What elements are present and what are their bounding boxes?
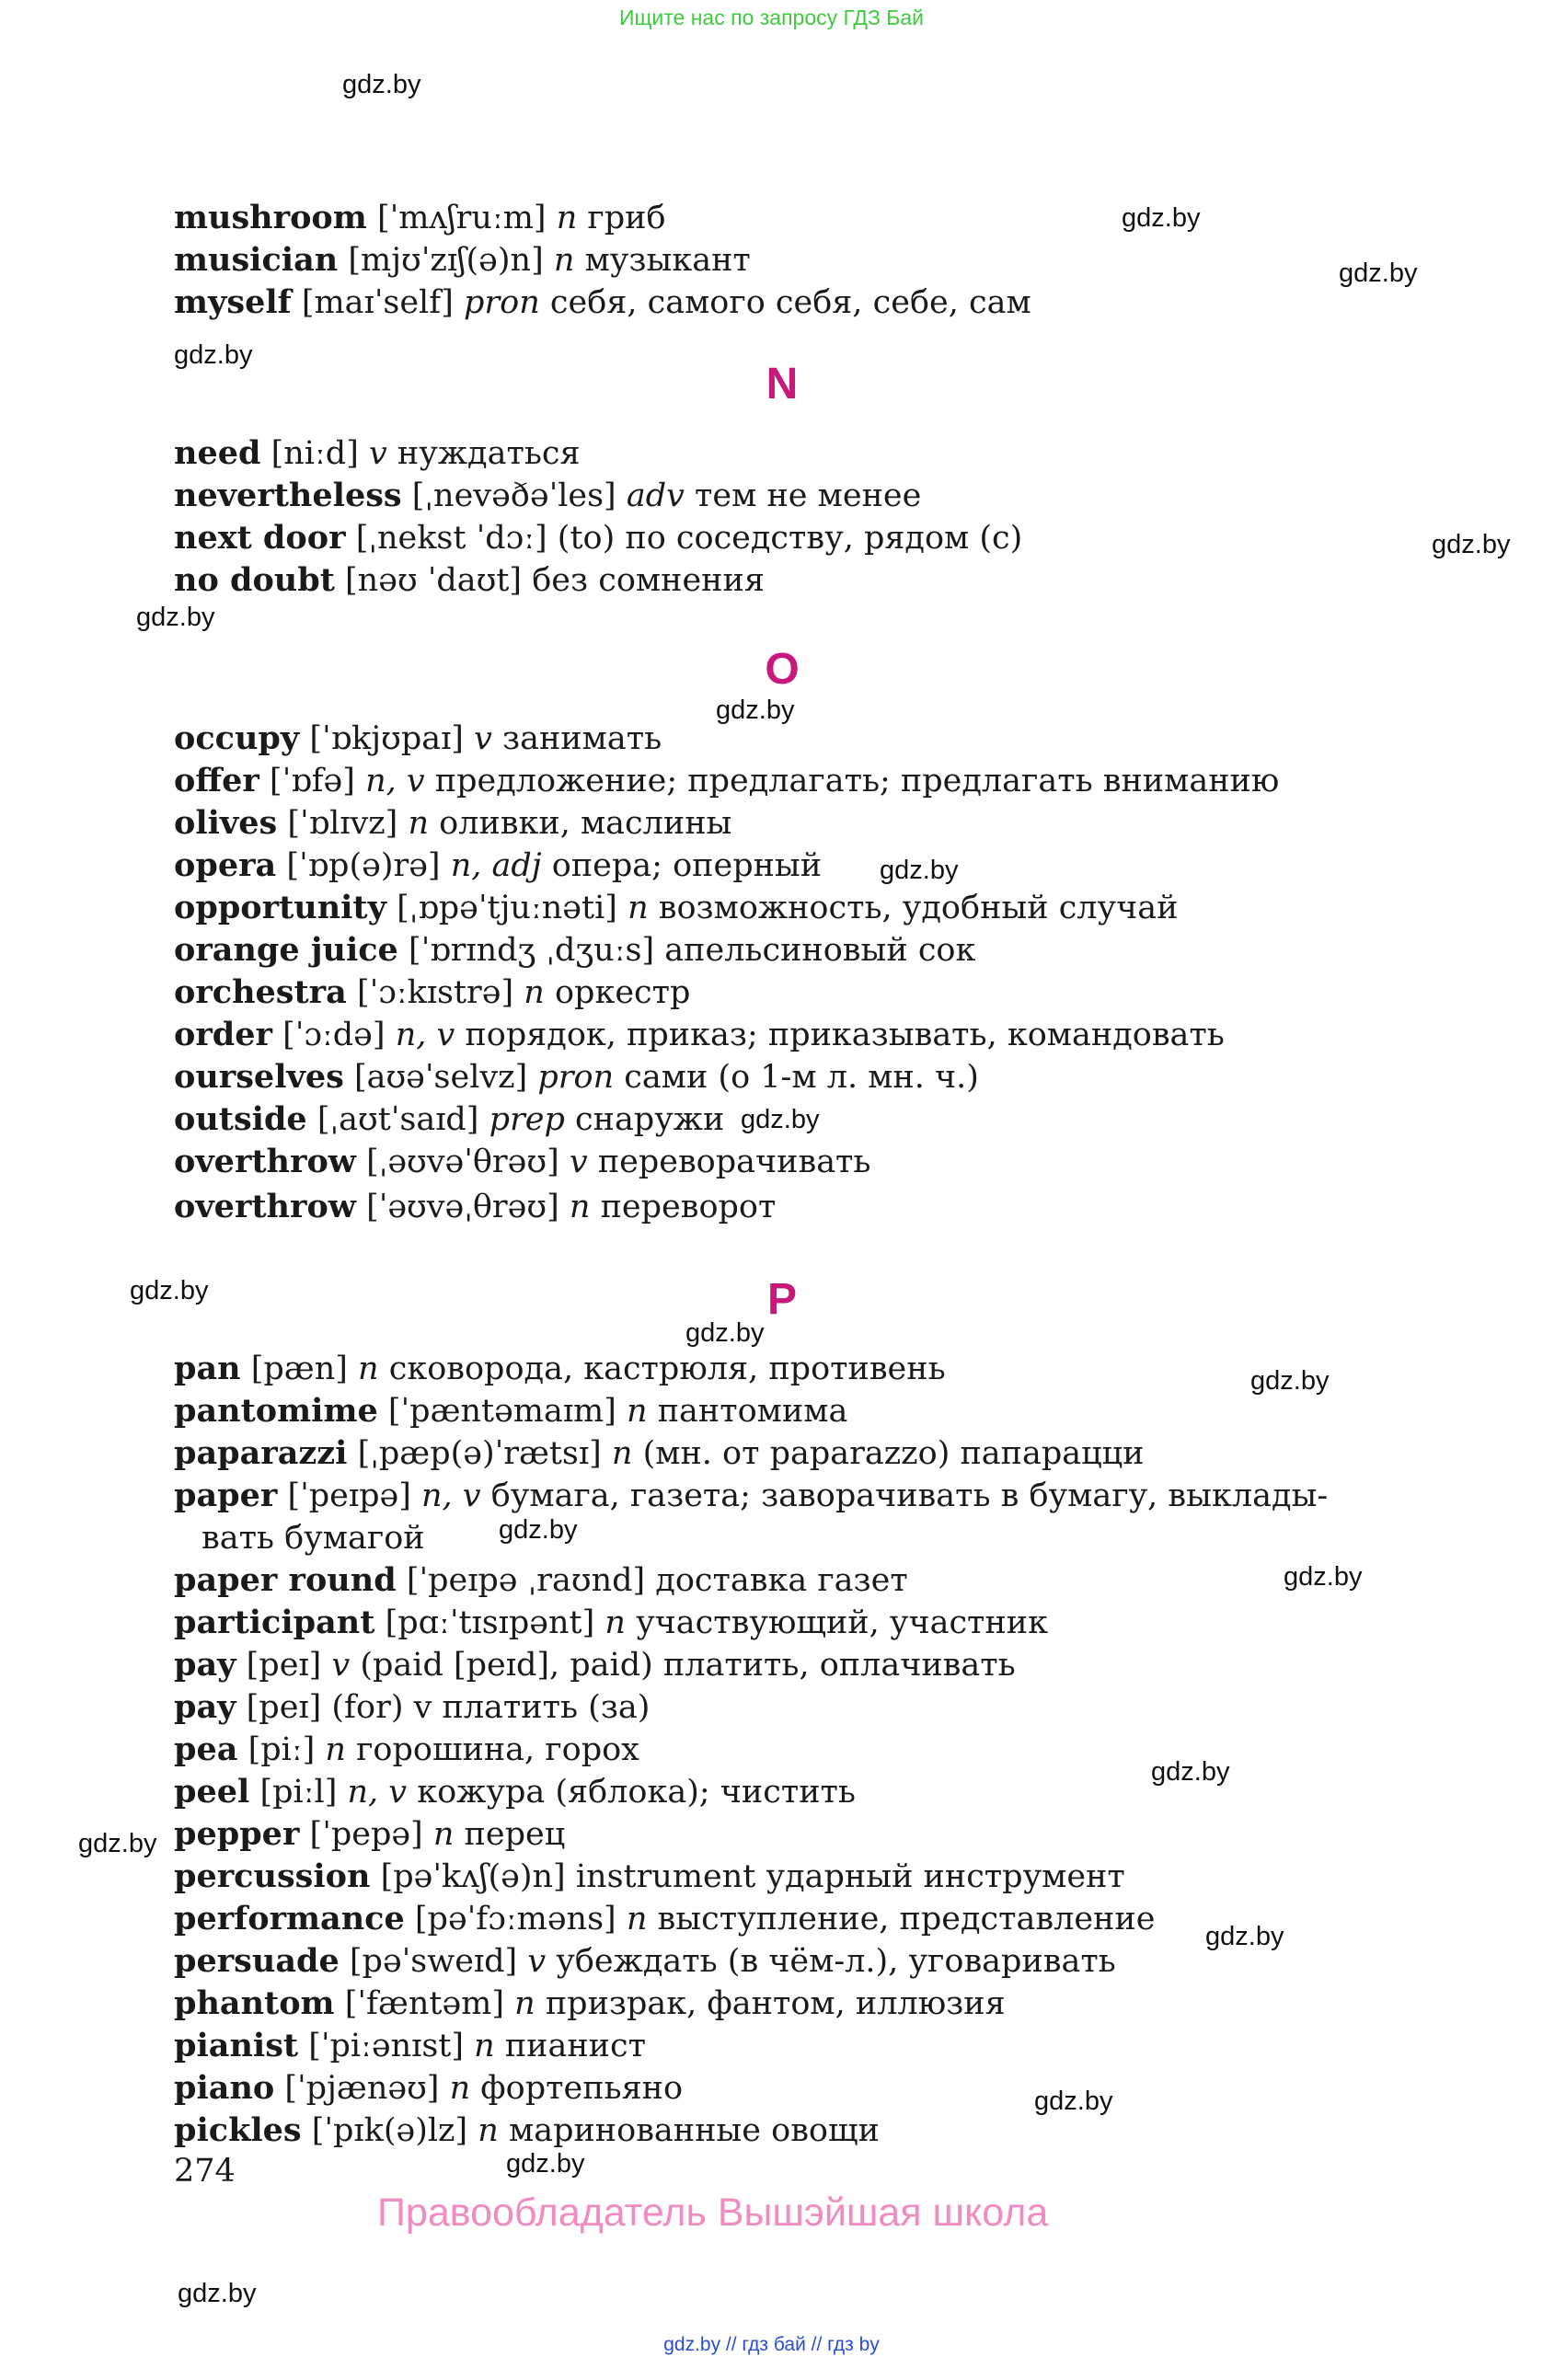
definition: оркестр [554, 974, 691, 1011]
part-of-speech: n [358, 1351, 379, 1387]
transcription: [pæn] [250, 1351, 348, 1387]
part-of-speech: n [605, 1604, 626, 1641]
watermark: gdz.by [1339, 259, 1418, 288]
transcription: [ˈɒp(ə)rə] [286, 847, 441, 884]
transcription: [ˌaʊtˈsaɪd] [317, 1101, 479, 1138]
headword: overthrow [174, 1188, 356, 1225]
part-of-speech: n [524, 974, 545, 1011]
part-of-speech: n [626, 1901, 648, 1937]
watermark: gdz.by [1151, 1757, 1230, 1787]
transcription: [peɪ] [246, 1647, 322, 1684]
transcription: [ˈpjænəʊ] [284, 2070, 440, 2107]
dictionary-entry [174, 1056, 1462, 1098]
dictionary-entry [174, 517, 1462, 559]
headword: myself [174, 283, 292, 321]
part-of-speech: n, v [365, 763, 425, 799]
headword: paper [174, 1477, 278, 1514]
dictionary-entry [174, 239, 1462, 282]
watermark: gdz.by [499, 1515, 578, 1545]
transcription: [ˈpɪk(ə)lz] [311, 2112, 468, 2149]
dictionary-entry [174, 1475, 1462, 1517]
headword: orange juice [174, 931, 398, 969]
part-of-speech: n [611, 1435, 633, 1472]
headword: pickles [174, 2111, 302, 2149]
part-of-speech: n [449, 2070, 471, 2107]
definition: пантомима [657, 1393, 848, 1430]
watermark: gdz.by [506, 2149, 585, 2179]
watermark: gdz.by [1122, 203, 1201, 233]
dictionary-entry [174, 1644, 1462, 1686]
headword: overthrow [174, 1143, 356, 1180]
part-of-speech: n, v [347, 1774, 408, 1811]
part-of-speech: n [514, 1985, 535, 2022]
definition: оливки, маслины [439, 805, 732, 842]
definition: маринованные овощи [508, 2112, 880, 2149]
definition: пианист [504, 2028, 646, 2064]
watermark: gdz.by [174, 340, 253, 370]
definition: порядок, приказ; приказывать, командовать [465, 1017, 1225, 1053]
definition: тем не менее [695, 477, 922, 514]
headword: pan [174, 1350, 241, 1387]
dictionary-entry [174, 1898, 1462, 1940]
headword: pea [174, 1730, 238, 1768]
transcription: [niːd] [271, 435, 359, 472]
part-of-speech: n, adj [450, 847, 542, 884]
headword: pepper [174, 1815, 300, 1853]
dictionary-entry [174, 845, 1462, 887]
watermark: gdz.by [1205, 1922, 1284, 1951]
definition: перец [464, 1816, 566, 1853]
definition: instrument ударный инструмент [575, 1858, 1125, 1895]
part-of-speech: pron [537, 1059, 615, 1096]
dictionary-entry [174, 2025, 1462, 2067]
definition: опера; оперный [551, 847, 823, 884]
definition: фортепьяно [480, 2070, 684, 2107]
transcription: [pəˈfɔːməns] [414, 1901, 616, 1937]
dictionary-entry [174, 559, 1462, 602]
transcription: [nəʊ ˈdaʊt] [345, 562, 523, 599]
definition: участвующий, участник [636, 1604, 1048, 1641]
transcription: [ˈpepə] [309, 1816, 423, 1853]
part-of-speech: n [432, 1816, 455, 1853]
part-of-speech: prep [489, 1101, 565, 1138]
definition: апельсиновый сок [664, 932, 976, 969]
part-of-speech: n, v [421, 1477, 481, 1514]
dictionary-entry [174, 1729, 1462, 1771]
transcription: [ˈpeɪpə ˌraʊnd] [406, 1562, 646, 1599]
dictionary-entry-continuation [202, 1517, 1490, 1559]
transcription: [ˈpiːənɪst] [308, 2028, 464, 2064]
watermark: gdz.by [1250, 1366, 1330, 1396]
watermark: gdz.by [78, 1829, 157, 1858]
transcription: [ˌəʊvəˈθrəʊ] [366, 1144, 559, 1180]
transcription: [pəˈsweɪd] [349, 1943, 518, 1980]
headword: peel [174, 1773, 250, 1811]
dictionary-entry [174, 2110, 1462, 2152]
headword: pay [174, 1688, 236, 1726]
dictionary-entry [174, 887, 1462, 929]
watermark: gdz.by [716, 696, 795, 725]
part-of-speech: n [478, 2112, 499, 2149]
definition: кожура (яблока); чистить [417, 1774, 856, 1811]
copyright-notice: Правообладатель Вышэйшая школа [377, 2190, 1049, 2235]
watermark: gdz.by [130, 1276, 209, 1305]
dictionary-entry [174, 475, 1462, 517]
watermark: gdz.by [1432, 530, 1511, 559]
headword: next door [174, 519, 346, 557]
dictionary-entry [174, 1432, 1462, 1475]
headword: phantom [174, 1984, 335, 2022]
headword: opera [174, 846, 277, 884]
transcription: [ˌɒpəˈtjuːnəti] [397, 890, 617, 926]
watermark: gdz.by [1284, 1562, 1363, 1592]
headword: piano [174, 2069, 275, 2107]
transcription: [peɪ] [246, 1689, 322, 1726]
headword: no doubt [174, 561, 335, 599]
dictionary-entry [174, 760, 1462, 802]
transcription: [ˈɔːdə] [282, 1017, 386, 1053]
transcription: [mjʊˈzɪʃ(ə)n] [348, 242, 544, 279]
dictionary-entry [174, 972, 1462, 1014]
definition: снаружи [575, 1101, 725, 1138]
headword: opportunity [174, 889, 386, 926]
headword: musician [174, 241, 339, 279]
transcription: [pəˈkʌʃ(ə)n] [380, 1858, 566, 1895]
definition: сами (о 1-м л. мн. ч.) [624, 1059, 979, 1096]
section-letter-n: N [766, 360, 799, 408]
definition: нуждаться [397, 435, 581, 472]
watermark: gdz.by [342, 70, 421, 99]
part-of-speech: n [408, 805, 430, 842]
dictionary-entry [174, 1813, 1462, 1856]
dictionary-entry [174, 1348, 1462, 1390]
definition: (to) по соседству, рядом (с) [557, 520, 1023, 557]
headword: pantomime [174, 1392, 378, 1430]
transcription: [ˌnevəðəˈles] [411, 477, 616, 514]
headword: olives [174, 804, 278, 842]
dictionary-entry [174, 282, 1462, 324]
transcription: [ˌpæp(ə)ˈrætsɪ] [357, 1435, 602, 1472]
definition: себя, самого себя, себе, сам [549, 284, 1031, 321]
transcription: [aʊəˈselvz] [353, 1059, 528, 1096]
definition: занимать [502, 720, 662, 757]
section-letter-o: O [765, 645, 800, 694]
headword: occupy [174, 719, 300, 757]
transcription: [ˌnekst ˈdɔː] [355, 520, 547, 557]
dictionary-entry [174, 197, 1462, 239]
watermark: gdz.by [880, 856, 959, 885]
transcription: [ˈɔːkɪstrə] [356, 974, 514, 1011]
dictionary-entry [174, 1940, 1462, 1983]
watermark: gdz.by [136, 603, 215, 632]
part-of-speech: adv [626, 477, 685, 514]
dictionary-entry [174, 1559, 1462, 1602]
footer-links: gdz.by // гдз бай // гдз by [663, 2334, 880, 2355]
definition: сковорода, кастрюля, противень [388, 1351, 946, 1387]
part-of-speech: n [325, 1731, 346, 1768]
part-of-speech: v [474, 720, 492, 757]
dictionary-entry [174, 802, 1462, 845]
section-letter-p: P [766, 1275, 797, 1324]
headword: performance [174, 1900, 405, 1937]
definition: без сомнения [532, 562, 765, 599]
definition: призрак, фантом, иллюзия [545, 1985, 1006, 2022]
dictionary-entry [174, 1771, 1462, 1813]
part-of-speech: n, v [395, 1017, 455, 1053]
dictionary-entry [174, 2067, 1462, 2110]
dictionary-entry [174, 432, 1462, 475]
headword: paparazzi [174, 1434, 348, 1472]
part-of-speech: v [331, 1647, 351, 1684]
headword: participant [174, 1604, 375, 1641]
watermark: gdz.by [685, 1318, 765, 1348]
transcription: [ˈɒfə] [269, 763, 355, 799]
dictionary-entry [174, 929, 1462, 972]
transcription: [ˈmʌʃruːm] [376, 200, 547, 236]
top-banner: Ищите нас по запросу ГДЗ Бай [618, 6, 925, 29]
part-of-speech: v [527, 1943, 547, 1980]
definition: переворот [600, 1189, 777, 1225]
transcription: [piːl] [259, 1774, 338, 1811]
definition: доставка газет [655, 1562, 908, 1599]
definition: горошина, горох [356, 1731, 639, 1768]
definition: вать бумагой [202, 1520, 425, 1557]
part-of-speech: v [369, 435, 387, 472]
part-of-speech: n [553, 242, 575, 279]
definition: гриб [587, 200, 666, 236]
part-of-speech: pron [464, 284, 540, 321]
dictionary-entry [174, 1186, 1462, 1228]
headword: pay [174, 1646, 236, 1684]
part-of-speech: n [474, 2028, 495, 2064]
headword: pianist [174, 2027, 299, 2064]
headword: need [174, 434, 261, 472]
transcription: [ˈfæntəm] [344, 1985, 505, 2022]
transcription: [ˈɒkjʊpaɪ] [309, 720, 464, 757]
part-of-speech: n [569, 1189, 591, 1225]
part-of-speech: n [627, 1393, 648, 1430]
headword: ourselves [174, 1058, 344, 1096]
watermark: gdz.by [178, 2279, 257, 2308]
headword: percussion [174, 1857, 371, 1895]
definition: (paid [peɪd], paid) платить, оплачивать [360, 1647, 1016, 1684]
part-of-speech: n [556, 200, 578, 236]
watermark: gdz.by [1034, 2087, 1113, 2116]
transcription: [piː] [248, 1731, 316, 1768]
headword: offer [174, 762, 259, 799]
transcription: [ˈpeɪpə] [287, 1477, 411, 1514]
dictionary-entry [174, 1390, 1462, 1432]
part-of-speech: n [628, 890, 649, 926]
watermark: gdz.by [741, 1105, 820, 1134]
definition: музыкант [584, 242, 751, 279]
definition: переворачивать [597, 1144, 871, 1180]
definition: предложение; предлагать; предлагать вниманию [434, 763, 1280, 799]
dictionary-entry [174, 1141, 1462, 1183]
definition: выступление, представление [657, 1901, 1156, 1937]
headword: mushroom [174, 199, 367, 236]
headword: outside [174, 1100, 307, 1138]
headword: persuade [174, 1942, 340, 1980]
definition: (for) v платить (за) [331, 1689, 651, 1726]
definition: бумага, газета; заворачивать в бумагу, выклады- [490, 1477, 1329, 1514]
transcription: [ˈɒrɪndʒ ˌdʒuːs] [408, 932, 655, 969]
transcription: [maɪˈself] [301, 284, 454, 321]
headword: order [174, 1016, 272, 1053]
transcription: [ˈəʊvəˌθrəʊ] [366, 1189, 559, 1225]
dictionary-entry [174, 1686, 1462, 1729]
definition: (мн. от paparazzo) папарацци [642, 1435, 1145, 1472]
transcription: [ˈɒlɪvz] [287, 805, 398, 842]
dictionary-entry [174, 718, 1462, 760]
transcription: [pɑːˈtɪsɪpənt] [385, 1604, 595, 1641]
headword: orchestra [174, 973, 347, 1011]
headword: nevertheless [174, 477, 402, 514]
dictionary-entry [174, 1602, 1462, 1644]
dictionary-entry [174, 1983, 1462, 2025]
definition: убеждать (в чём-л.), уговаривать [556, 1943, 1116, 1980]
definition: возможность, удобный случай [658, 890, 1179, 926]
dictionary-entry [174, 1014, 1462, 1056]
dictionary-entry [174, 1856, 1462, 1898]
headword: paper round [174, 1561, 397, 1599]
page-number: 274 [174, 2153, 236, 2190]
transcription: [ˈpæntəmaɪm] [387, 1393, 616, 1430]
part-of-speech: v [569, 1144, 588, 1180]
dictionary-entry [174, 1098, 1462, 1141]
